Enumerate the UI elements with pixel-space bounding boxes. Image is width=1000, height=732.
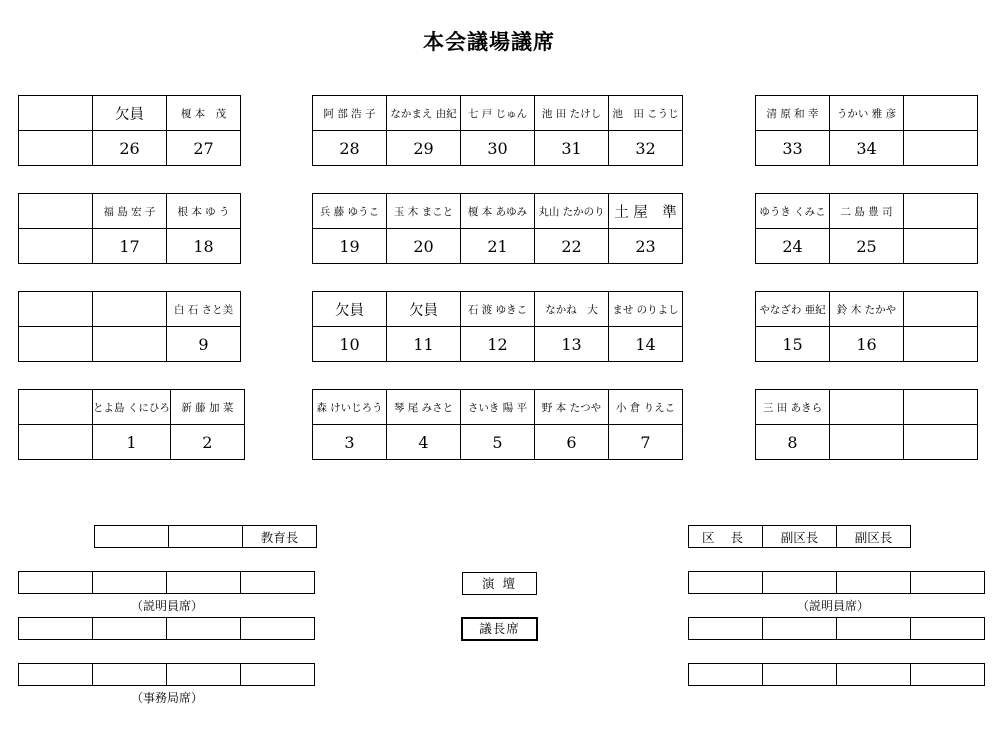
seat-number bbox=[19, 327, 93, 362]
seat-number: 15 bbox=[756, 327, 830, 362]
seat-block-left-row-1 bbox=[18, 95, 241, 166]
seat-number bbox=[904, 327, 978, 362]
seat-number: 2 bbox=[170, 425, 244, 460]
seat-member-name bbox=[904, 96, 978, 131]
seat-number: 26 bbox=[93, 131, 167, 166]
seat-member-name: ませ のりよし bbox=[609, 292, 683, 327]
seat-member-name: 琴 尾 みさと bbox=[387, 390, 461, 425]
seat-member-name bbox=[19, 390, 93, 425]
seat-member-name bbox=[904, 292, 978, 327]
left-explainer-row-1 bbox=[18, 571, 315, 594]
seat-member-name: 丸山 たかのり bbox=[535, 194, 609, 229]
explainer-seat bbox=[911, 572, 985, 594]
seat-block-right-row-2 bbox=[755, 193, 978, 264]
seat-member-name: 小 倉 りえこ bbox=[609, 390, 683, 425]
secretariat-caption: （事務局席） bbox=[130, 691, 203, 705]
seat-number: 18 bbox=[167, 229, 241, 264]
seat-number: 12 bbox=[461, 327, 535, 362]
seat-block-left-row-3 bbox=[18, 291, 241, 362]
explainer-seat bbox=[763, 618, 837, 640]
official-seat-superintendent: 教育長 bbox=[243, 526, 317, 548]
official-seat bbox=[95, 526, 169, 548]
seat-number bbox=[904, 229, 978, 264]
explainer-seat bbox=[911, 664, 985, 686]
seat-block-right-row-3 bbox=[755, 291, 978, 362]
seat-block-left-row-2 bbox=[18, 193, 241, 264]
seat-number bbox=[19, 425, 93, 460]
seat-block-right-row-4 bbox=[755, 389, 978, 460]
seat-number: 1 bbox=[93, 425, 171, 460]
seat-member-name: 新 藤 加 菜 bbox=[170, 390, 244, 425]
seat-block-center-row-4 bbox=[312, 389, 683, 460]
official-seat-deputy-mayor: 副区長 bbox=[763, 526, 837, 548]
explainer-seat bbox=[167, 572, 241, 594]
chairperson-seat: 議長席 bbox=[461, 617, 538, 641]
secretariat-seat bbox=[19, 664, 93, 686]
seat-number: 7 bbox=[609, 425, 683, 460]
seat-member-name: 三 田 あきら bbox=[756, 390, 830, 425]
seat-member-name: 榎 本 茂 bbox=[167, 96, 241, 131]
seat-member-name: 白 石 さと美 bbox=[167, 292, 241, 327]
seat-member-name: やなざわ 亜紀 bbox=[756, 292, 830, 327]
seat-member-name: 欠員 bbox=[387, 292, 461, 327]
explainer-seat bbox=[93, 618, 167, 640]
seat-number: 9 bbox=[167, 327, 241, 362]
seat-member-name bbox=[904, 194, 978, 229]
seat-number: 29 bbox=[387, 131, 461, 166]
seat-number: 13 bbox=[535, 327, 609, 362]
seat-member-name: 池 田 こうじ bbox=[609, 96, 683, 131]
seat-number: 24 bbox=[756, 229, 830, 264]
seat-number: 31 bbox=[535, 131, 609, 166]
seat-member-name bbox=[830, 390, 904, 425]
seat-number: 27 bbox=[167, 131, 241, 166]
seat-member-name: さいき 陽 平 bbox=[461, 390, 535, 425]
seat-block-center-row-2 bbox=[312, 193, 683, 264]
seat-member-name bbox=[904, 390, 978, 425]
explainer-caption-right: （説明員席） bbox=[796, 599, 869, 613]
secretariat-seat bbox=[241, 664, 315, 686]
seat-member-name: 二 島 豊 司 bbox=[830, 194, 904, 229]
explainer-seat bbox=[93, 572, 167, 594]
explainer-seat bbox=[689, 664, 763, 686]
right-officials-strip bbox=[688, 525, 911, 548]
seat-number: 11 bbox=[387, 327, 461, 362]
explainer-seat bbox=[689, 618, 763, 640]
seat-member-name: とよ島 くにひろ bbox=[93, 390, 171, 425]
seat-number: 21 bbox=[461, 229, 535, 264]
right-explainer-row-1 bbox=[688, 571, 985, 594]
seat-block-center-row-1 bbox=[312, 95, 683, 166]
seat-number: 19 bbox=[313, 229, 387, 264]
seat-member-name: 根 本 ゆ う bbox=[167, 194, 241, 229]
seat-number: 30 bbox=[461, 131, 535, 166]
explainer-seat bbox=[911, 618, 985, 640]
page-title: 本会議場議席 bbox=[423, 30, 555, 54]
explainer-seat bbox=[837, 664, 911, 686]
seat-member-name: 欠員 bbox=[313, 292, 387, 327]
explainer-seat bbox=[167, 618, 241, 640]
seat-number: 32 bbox=[609, 131, 683, 166]
seat-member-name: 兵 藤 ゆうこ bbox=[313, 194, 387, 229]
seat-number bbox=[93, 327, 167, 362]
seat-block-left-row-4 bbox=[18, 389, 245, 460]
seat-member-name: 七 戸 じゅん bbox=[461, 96, 535, 131]
seat-number bbox=[19, 131, 93, 166]
seat-number: 5 bbox=[461, 425, 535, 460]
official-seat-deputy-mayor: 副区長 bbox=[837, 526, 911, 548]
explainer-seat bbox=[19, 572, 93, 594]
seat-number bbox=[904, 425, 978, 460]
seat-number: 28 bbox=[313, 131, 387, 166]
seat-member-name: 玉 木 まこと bbox=[387, 194, 461, 229]
seat-member-name: 池 田 たけし bbox=[535, 96, 609, 131]
seat-number: 14 bbox=[609, 327, 683, 362]
explainer-caption-left: （説明員席） bbox=[130, 599, 203, 613]
seat-number: 8 bbox=[756, 425, 830, 460]
explainer-seat bbox=[689, 572, 763, 594]
secretariat-seat bbox=[167, 664, 241, 686]
seat-number bbox=[904, 131, 978, 166]
seat-member-name: 石 渡 ゆきこ bbox=[461, 292, 535, 327]
seat-number: 17 bbox=[93, 229, 167, 264]
seat-number: 34 bbox=[830, 131, 904, 166]
seat-member-name: 森 けいじろう bbox=[313, 390, 387, 425]
seat-member-name: 鈴 木 たかや bbox=[830, 292, 904, 327]
explainer-seat bbox=[837, 618, 911, 640]
seat-number: 33 bbox=[756, 131, 830, 166]
explainer-seat bbox=[19, 618, 93, 640]
official-seat bbox=[169, 526, 243, 548]
right-explainer-row-2 bbox=[688, 617, 985, 640]
seat-member-name: 阿 部 浩 子 bbox=[313, 96, 387, 131]
seat-member-name: なかまえ 由紀 bbox=[387, 96, 461, 131]
official-seat-mayor: 区 長 bbox=[689, 526, 763, 548]
explainer-seat bbox=[241, 572, 315, 594]
explainer-seat bbox=[837, 572, 911, 594]
podium: 演 壇 bbox=[462, 572, 537, 595]
seat-number: 25 bbox=[830, 229, 904, 264]
seat-number: 23 bbox=[609, 229, 683, 264]
seat-member-name bbox=[19, 194, 93, 229]
seat-number: 20 bbox=[387, 229, 461, 264]
secretariat-row bbox=[18, 663, 315, 686]
seat-number bbox=[19, 229, 93, 264]
right-explainer-row-3 bbox=[688, 663, 985, 686]
seat-number: 22 bbox=[535, 229, 609, 264]
seat-member-name: 清 原 和 幸 bbox=[756, 96, 830, 131]
seat-member-name: 野 本 たつや bbox=[535, 390, 609, 425]
left-explainer-row-2 bbox=[18, 617, 315, 640]
seat-member-name bbox=[19, 96, 93, 131]
explainer-seat bbox=[763, 572, 837, 594]
explainer-seat bbox=[763, 664, 837, 686]
seat-number: 4 bbox=[387, 425, 461, 460]
seat-number: 10 bbox=[313, 327, 387, 362]
seat-number: 6 bbox=[535, 425, 609, 460]
seat-member-name: ゆうき くみこ bbox=[756, 194, 830, 229]
seat-number: 16 bbox=[830, 327, 904, 362]
seat-member-name: うかい 雅 彦 bbox=[830, 96, 904, 131]
seat-member-name: なかね 大 bbox=[535, 292, 609, 327]
seat-block-center-row-3 bbox=[312, 291, 683, 362]
seat-member-name: 欠員 bbox=[93, 96, 167, 131]
explainer-seat bbox=[241, 618, 315, 640]
seat-member-name: 土 屋 準 bbox=[609, 194, 683, 229]
seat-member-name: 福 島 宏 子 bbox=[93, 194, 167, 229]
seat-member-name: 榎 本 あゆみ bbox=[461, 194, 535, 229]
secretariat-seat bbox=[93, 664, 167, 686]
seat-block-right-row-1 bbox=[755, 95, 978, 166]
seat-member-name bbox=[93, 292, 167, 327]
seat-member-name bbox=[19, 292, 93, 327]
left-officials-strip bbox=[94, 525, 317, 548]
seat-number: 3 bbox=[313, 425, 387, 460]
seat-number bbox=[830, 425, 904, 460]
